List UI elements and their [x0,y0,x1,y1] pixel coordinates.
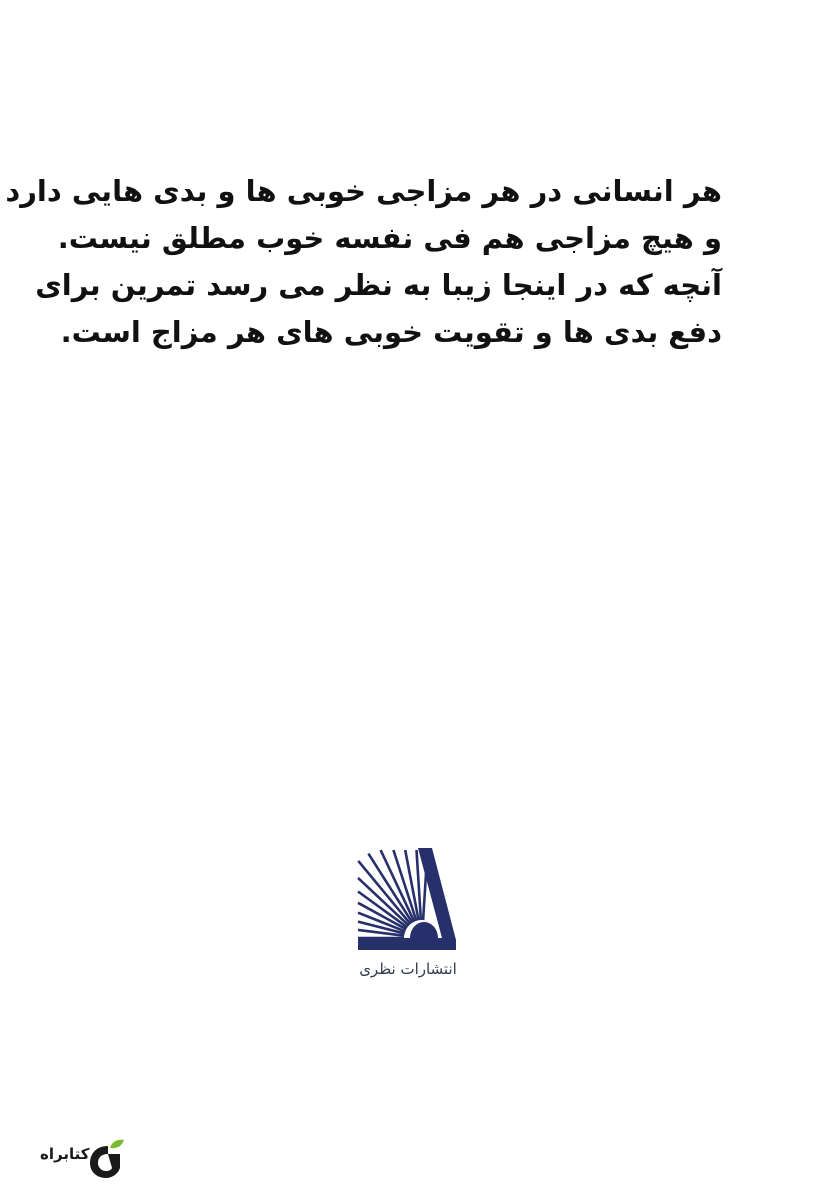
ketabrah-wordmark: کتابراه [40,1145,90,1163]
passage-line: هر انسانی در هر مزاجی خوبی ها و بدی هایی دارد [5,174,722,208]
ketabrah-watermark [40,1136,126,1182]
passage-line: و هیچ مزاجی هم فی نفسه خوب مطلق نیست. [57,221,722,255]
publisher-name: انتشارات نظری [359,960,457,978]
ketabrah-leaf-icon [86,1138,126,1180]
passage-line: آنچه که در اینجا زیبا به نظر می رسد تمرین برای [35,268,722,302]
publisher-sunburst-logo-icon [356,848,460,954]
passage-text [5,168,722,356]
passage-line: دفع بدی ها و تقویت خوبی های هر مزاج است. [60,315,722,349]
